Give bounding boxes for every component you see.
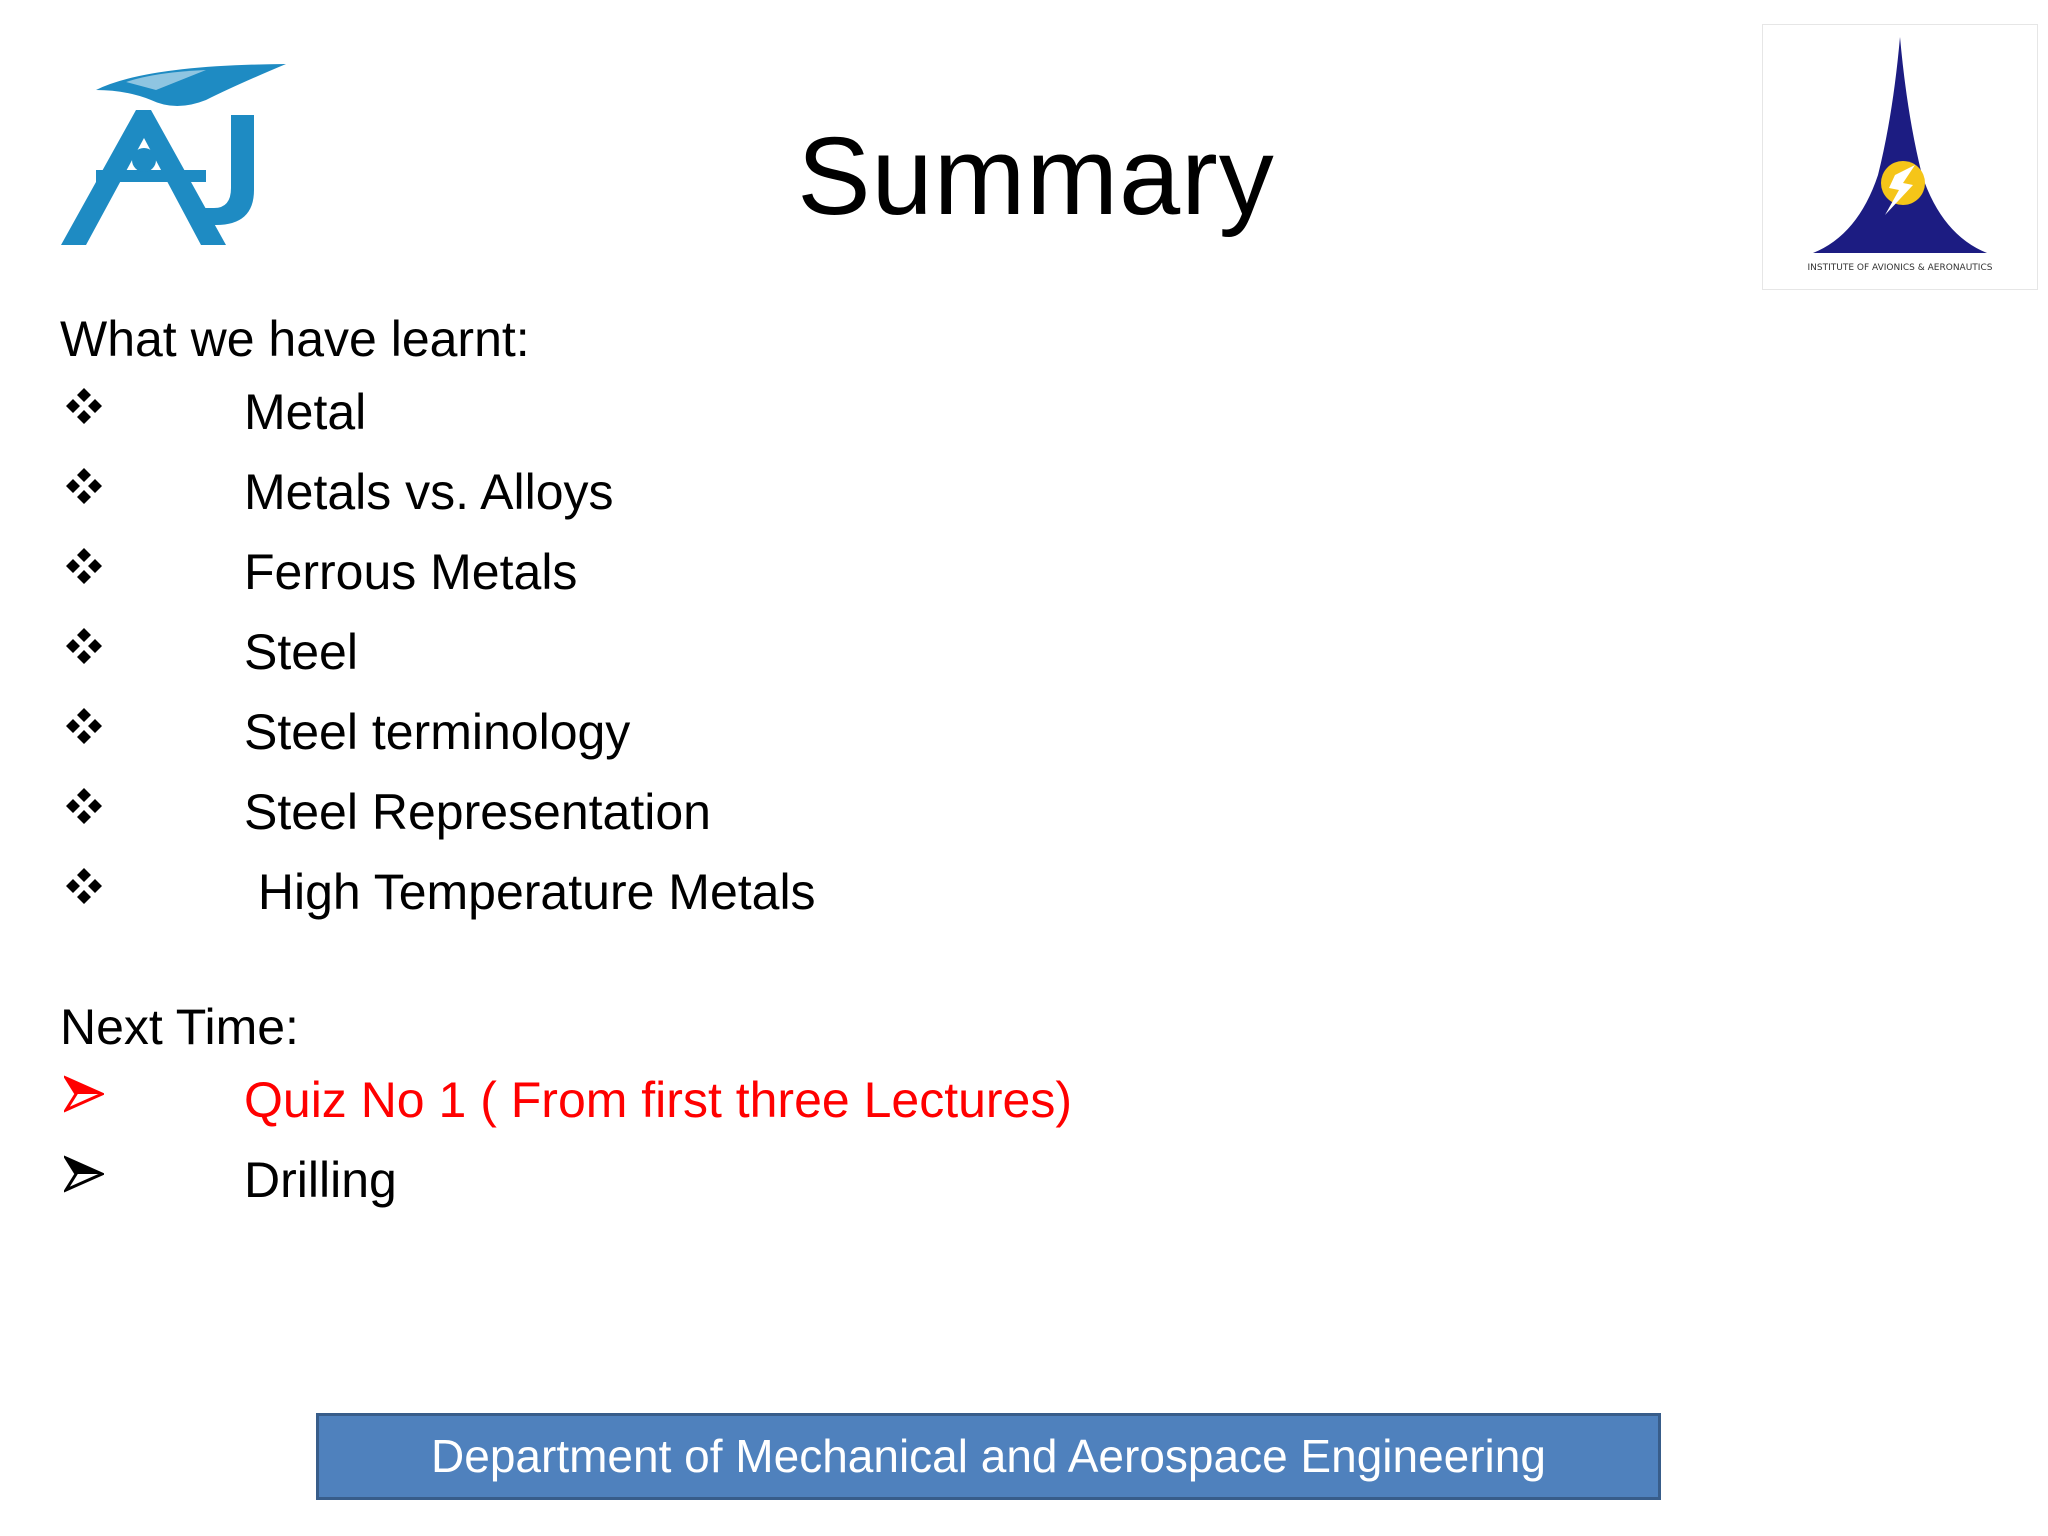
slide-body <box>60 306 1660 1220</box>
institute-name-text: INSTITUTE OF AVIONICS & AERONAUTICS <box>1807 263 1993 273</box>
learnt-item-label: Metal <box>244 384 367 440</box>
learnt-item-label: Ferrous Metals <box>244 544 578 600</box>
learnt-item <box>60 852 1660 932</box>
learnt-item-label: High Temperature Metals <box>244 864 816 920</box>
learnt-item-label: Steel <box>244 624 358 680</box>
learnt-heading: What we have learnt: <box>60 311 530 367</box>
learnt-item-label: Steel Representation <box>244 784 711 840</box>
next-item <box>60 1140 1660 1220</box>
arrow-bullet-icon <box>64 1060 108 1140</box>
diamond-cross-bullet-icon <box>64 852 108 932</box>
diamond-cross-bullet-icon <box>64 532 108 612</box>
learnt-item <box>60 532 1660 612</box>
learnt-item <box>60 772 1660 852</box>
department-footer: Department of Mechanical and Aerospace Engineering <box>316 1413 1661 1500</box>
learnt-item <box>60 692 1660 772</box>
next-item-label: Quiz No 1 ( From first three Lectures) <box>244 1072 1073 1128</box>
diamond-cross-bullet-icon <box>64 452 108 532</box>
diamond-cross-bullet-icon <box>64 692 108 772</box>
diamond-cross-bullet-icon <box>64 772 108 852</box>
learnt-item <box>60 452 1660 532</box>
learnt-item-label: Metals vs. Alloys <box>244 464 614 520</box>
learnt-item-label: Steel terminology <box>244 704 631 760</box>
diamond-cross-bullet-icon <box>64 612 108 692</box>
diamond-cross-bullet-icon <box>64 372 108 452</box>
arrow-bullet-icon <box>64 1140 108 1220</box>
learnt-item <box>60 372 1660 452</box>
slide-title: Summary <box>797 115 1275 238</box>
next-item-label: Drilling <box>244 1152 397 1208</box>
next-item <box>60 1060 1660 1140</box>
learnt-item <box>60 612 1660 692</box>
next-heading: Next Time: <box>60 999 299 1055</box>
